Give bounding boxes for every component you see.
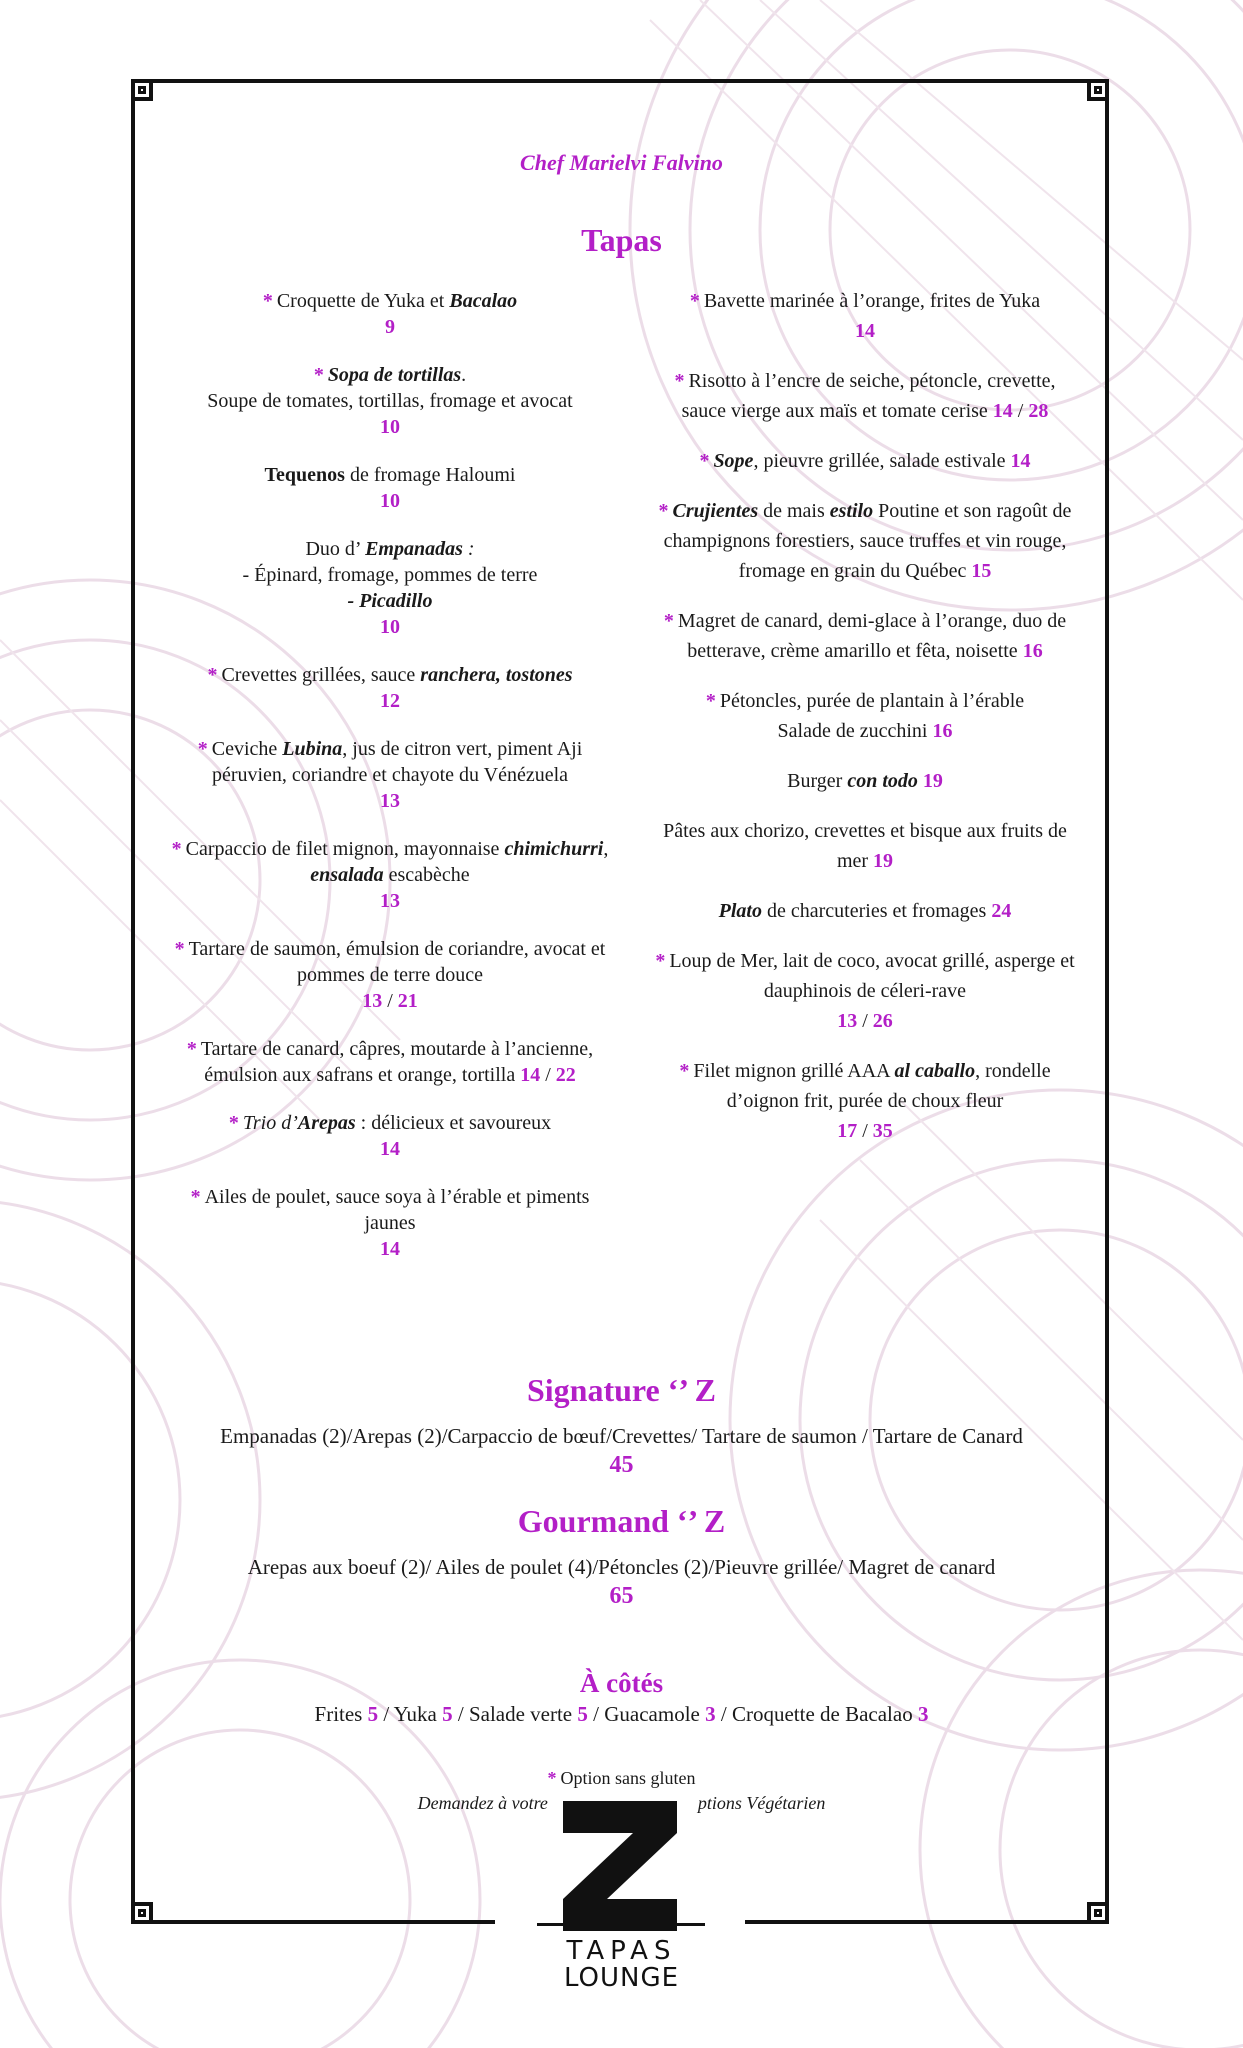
vegetarian-note-left: Demandez à votre <box>417 1793 548 1813</box>
menu-item-price: 14 <box>992 400 1013 422</box>
menu-item-text: Ailes de poulet, sauce soya à l’érable et piments jaunes <box>204 1186 590 1234</box>
gluten-free-star-icon: * <box>197 738 208 760</box>
menu-item-text: Tartare de saumon, émulsion de coriandre, avocat et pommes de terre douce <box>188 938 606 986</box>
menu-item-price: 13 <box>380 790 400 812</box>
menu-item-description <box>165 662 615 688</box>
menu-item-description <box>650 946 1080 1006</box>
menu-item-text: Empanadas <box>365 538 463 560</box>
menu-item-price: 14 <box>380 1238 400 1260</box>
menu-item <box>165 536 615 640</box>
menu-item-text: Arepas <box>297 1112 356 1134</box>
menu-item <box>650 446 1080 476</box>
menu-item <box>650 1056 1080 1146</box>
menu-item-description <box>165 736 615 788</box>
menu-item-detail: - Picadillo <box>347 590 433 612</box>
side-item-name: Salade verte <box>468 1702 573 1726</box>
menu-item-text: Lubina <box>282 738 343 760</box>
signature-items: Empanadas (2)/Arepas (2)/Carpaccio de bœuf/Crevettes/ Tartare de saumon / Tartare de Canard <box>220 1424 1023 1448</box>
menu-item-text: Plato <box>718 900 762 922</box>
tapas-right-column <box>650 286 1080 1166</box>
menu-item-description <box>650 496 1080 586</box>
menu-item-price-large: 28 <box>1028 400 1049 422</box>
menu-item-price: 14 <box>520 1064 541 1086</box>
gluten-free-star-icon: * <box>171 838 182 860</box>
menu-item-text: . <box>461 364 467 386</box>
side-item-price: 3 <box>705 1702 716 1726</box>
menu-item-price-line <box>165 688 615 714</box>
menu-item-price: 10 <box>380 490 400 512</box>
gluten-free-star-icon: * <box>207 664 218 686</box>
menu-item-price-line: 17 / 35 <box>837 1120 893 1142</box>
menu-item <box>650 286 1080 346</box>
menu-item-text: , jus de citron vert, piment Aji péruvien, coriandre et chayote du Vénézuela <box>211 738 583 786</box>
menu-item-text: Crujientes <box>672 500 759 522</box>
gluten-free-star-icon: * <box>663 610 674 632</box>
menu-item-price-large: 22 <box>555 1064 576 1086</box>
side-item-price: 5 <box>367 1702 379 1726</box>
gluten-free-star-icon: * <box>174 938 185 960</box>
menu-item <box>650 946 1080 1036</box>
menu-item-text: Pâtes aux chorizo, crevettes et bisque aux fruits de mer <box>663 820 1067 872</box>
menu-item-text: Loup de Mer, lait de coco, avocat grillé, asperge et dauphinois de céleri-rave <box>669 950 1075 1002</box>
menu-item-price-line: 13 / 26 <box>837 1010 893 1032</box>
menu-item-text: Pétoncles, purée de plantain à l’érable <box>719 690 1025 712</box>
menu-item <box>165 1184 615 1262</box>
gluten-free-star-icon: * <box>655 950 666 972</box>
menu-item <box>165 462 615 514</box>
menu-item-price: 9 <box>385 316 395 338</box>
menu-item-text: Crevettes grillées, sauce <box>221 664 421 686</box>
menu-item <box>650 816 1080 876</box>
menu-item <box>165 1036 615 1088</box>
side-item-name: Croquette de Bacalao <box>731 1702 913 1726</box>
gluten-free-star-icon: * <box>689 290 700 312</box>
menu-item-description <box>650 686 1080 716</box>
gluten-free-star-icon: * <box>547 1768 557 1788</box>
menu-item-price: 15 <box>971 560 992 582</box>
menu-item-price: 19 <box>922 770 943 792</box>
signature-title: Signature ‘’ Z <box>526 1372 717 1408</box>
menu-item-text: Trio d’ <box>242 1112 298 1134</box>
menu-item <box>165 736 615 814</box>
gluten-free-star-icon: * <box>705 690 716 712</box>
menu-item-detail <box>165 562 615 588</box>
gluten-free-star-icon: * <box>262 290 273 312</box>
menu-item-price-line <box>165 488 615 514</box>
menu-item-price: 12 <box>380 690 400 712</box>
gluten-free-star-icon: * <box>658 500 669 522</box>
signature-price: 45 <box>609 1452 634 1478</box>
menu-item-text: , <box>603 838 609 860</box>
menu-item-price-line <box>165 888 615 914</box>
menu-item-text: Bavette marinée à l’orange, frites de Yuka <box>703 290 1041 312</box>
z-logo-mark <box>555 1797 685 1935</box>
menu-item-detail-text: Soupe de tomates, tortillas, fromage et avocat <box>207 390 573 412</box>
menu-item-description: * Tartare de canard, câpres, moutarde à l’ancienne, émulsion aux safrans et orange, tortilla 14 / 22 <box>186 1038 594 1086</box>
menu-item-description <box>165 836 615 888</box>
sides-list: Frites 5 / Yuka 5 / Salade verte 5 / Guacamole 3 / Croquette de Bacalao 3 <box>314 1702 929 1726</box>
menu-item-description <box>165 462 615 488</box>
menu-item-price-line <box>165 1236 615 1262</box>
gluten-free-star-icon: * <box>679 1060 690 1082</box>
menu-item <box>165 936 615 1014</box>
menu-item-price-large: 35 <box>872 1120 893 1142</box>
menu-item-text: al caballo <box>894 1060 976 1082</box>
menu-item-price: 10 <box>380 616 400 638</box>
gourmand-title: Gourmand ‘’ Z <box>517 1503 726 1539</box>
menu-item-text: estilo <box>829 500 874 522</box>
menu-item-description <box>650 816 1080 876</box>
menu-item-description <box>165 1110 615 1136</box>
menu-item-price-line <box>165 614 615 640</box>
menu-item-price: 13 <box>362 990 383 1012</box>
gluten-free-star-icon: * <box>313 364 324 386</box>
menu-item-text: : <box>462 538 475 560</box>
menu-item-text: Bacalao <box>449 290 518 312</box>
menu-item-description: * Risotto à l’encre de seiche, pétoncle, crevette, sauce vierge aux maïs et tomate cerise 14 / 28 <box>674 370 1056 422</box>
menu-item-text: Sope <box>713 450 754 472</box>
menu-item-description <box>165 536 615 562</box>
menu-item-price: 16 <box>932 720 953 742</box>
menu-item-text: Filet mignon grillé AAA <box>693 1060 895 1082</box>
menu-item-description <box>165 936 615 988</box>
menu-item-detail <box>165 388 615 414</box>
menu-item <box>650 896 1080 926</box>
menu-item-detail-text: - Épinard, fromage, pommes de terre <box>242 564 538 586</box>
menu-item <box>650 686 1080 746</box>
menu-item-text: de mais <box>758 500 830 522</box>
gluten-free-star-icon: * <box>699 450 710 472</box>
menu-item-price: 13 <box>837 1010 858 1032</box>
side-item-name: Guacamole <box>604 1702 700 1726</box>
gluten-free-label: Option sans gluten <box>560 1768 696 1788</box>
menu-item-price-large: 21 <box>397 990 418 1012</box>
menu-item-text: , rondelle d’oignon frit, purée de choux fleur <box>726 1060 1051 1112</box>
menu-item-text: Burger <box>787 770 848 792</box>
menu-item <box>165 362 615 440</box>
menu-item-price: 13 <box>380 890 400 912</box>
menu-item-text: , pieuvre grillée, salade estivale <box>753 450 1006 472</box>
menu-item-price-line <box>165 314 615 340</box>
menu-item <box>650 606 1080 666</box>
menu-item <box>650 496 1080 586</box>
menu-item <box>165 836 615 914</box>
menu-item-price-line <box>165 414 615 440</box>
menu-item-text: Poutine et son ragoût de champignons forestiers, sauce truffes et vin rouge, fromage en grain du Québec <box>663 500 1072 582</box>
menu-item-price: 19 <box>873 850 894 872</box>
menu-item-text: ensalada <box>310 864 384 886</box>
tapas-title: Tapas <box>581 222 662 258</box>
menu-item-price-line <box>165 788 615 814</box>
menu-item-text: Tartare de canard, câpres, moutarde à l’ancienne, émulsion aux safrans et orange, tortilla <box>200 1038 594 1086</box>
menu-item-price-large: 26 <box>872 1010 893 1032</box>
menu-item-description <box>650 1056 1080 1116</box>
menu-item-price: 16 <box>1022 640 1043 662</box>
menu-item-text: chimichurri <box>504 838 604 860</box>
gluten-free-star-icon: * <box>186 1038 197 1060</box>
menu-item <box>165 288 615 340</box>
menu-item-description <box>650 286 1080 316</box>
menu-item-price-line <box>165 1136 615 1162</box>
side-item-name: Yuka <box>393 1702 437 1726</box>
menu-item <box>650 766 1080 796</box>
menu-item-text: : délicieux et savoureux <box>355 1112 552 1134</box>
logo-tapas-text: TAPAS <box>566 1936 677 1966</box>
gourmand-items: Arepas aux boeuf (2)/ Ailes de poulet (4)/Pétoncles (2)/Pieuvre grillée/ Magret de canard <box>247 1555 996 1579</box>
side-item-name: Frites <box>314 1702 363 1726</box>
gourmand-price: 65 <box>609 1583 634 1609</box>
menu-item-price: 14 <box>855 320 875 342</box>
menu-item-price: 17 <box>837 1120 858 1142</box>
menu-item <box>165 1110 615 1162</box>
sides-title: À côtés <box>579 1668 664 1698</box>
menu-item-text: Tequenos <box>264 464 345 486</box>
menu-item-text: Croquette de Yuka et <box>276 290 450 312</box>
menu-item-detail-text: Salade de zucchini <box>777 720 928 742</box>
tapas-left-column <box>165 288 615 1284</box>
menu-item-description <box>650 606 1080 666</box>
menu-item-text: Carpaccio de filet mignon, mayonnaise <box>185 838 505 860</box>
menu-item-text: Sopa de tortillas <box>327 364 462 386</box>
side-item-price: 3 <box>917 1702 929 1726</box>
menu-item-description <box>650 896 1080 926</box>
gluten-free-legend <box>0 1768 1243 1789</box>
menu-item-description <box>165 362 615 388</box>
menu-item-text: Magret de canard, demi-glace à l’orange, duo de betterave, crème amarillo et fêta, noisette <box>677 610 1067 662</box>
menu-item-price: 14 <box>380 1138 400 1160</box>
gluten-free-star-icon: * <box>674 370 685 392</box>
menu-item-price: 14 <box>1010 450 1031 472</box>
menu-item-description <box>165 288 615 314</box>
menu-item-text: escabèche <box>383 864 470 886</box>
logo-divider <box>537 1923 705 1926</box>
menu-item-price-line: 13 / 21 <box>362 990 418 1012</box>
menu-item-text: de fromage Haloumi <box>344 464 516 486</box>
menu-item-text: Duo d’ <box>305 538 366 560</box>
menu-item-price: 24 <box>991 900 1012 922</box>
gluten-free-star-icon: * <box>190 1186 201 1208</box>
menu-item-description <box>650 766 1080 796</box>
menu-item <box>165 662 615 714</box>
menu-item-price-line <box>650 316 1080 346</box>
menu-item-description <box>165 1184 615 1236</box>
side-item-price: 5 <box>577 1702 588 1726</box>
menu-item-price: 10 <box>380 416 400 438</box>
vegetarian-note-right: ptions Végétarien <box>697 1793 826 1813</box>
chef-name: Chef Marielvi Falvino <box>520 150 723 175</box>
menu-item <box>650 366 1080 426</box>
logo-lounge-text: LOUNGE <box>563 1963 680 1993</box>
menu-item-text: de charcuteries et fromages <box>762 900 987 922</box>
menu-item-text: ranchera, tostones <box>420 664 573 686</box>
menu-item-description <box>650 446 1080 476</box>
menu-item-text: con todo <box>847 770 918 792</box>
side-item-price: 5 <box>442 1702 453 1726</box>
gluten-free-star-icon: * <box>228 1112 239 1134</box>
menu-item-text: Risotto à l’encre de seiche, pétoncle, crevette, sauce vierge aux maïs et tomate cerise <box>681 370 1056 422</box>
menu-item-detail <box>650 716 1080 746</box>
menu-item-text: Ceviche <box>211 738 283 760</box>
